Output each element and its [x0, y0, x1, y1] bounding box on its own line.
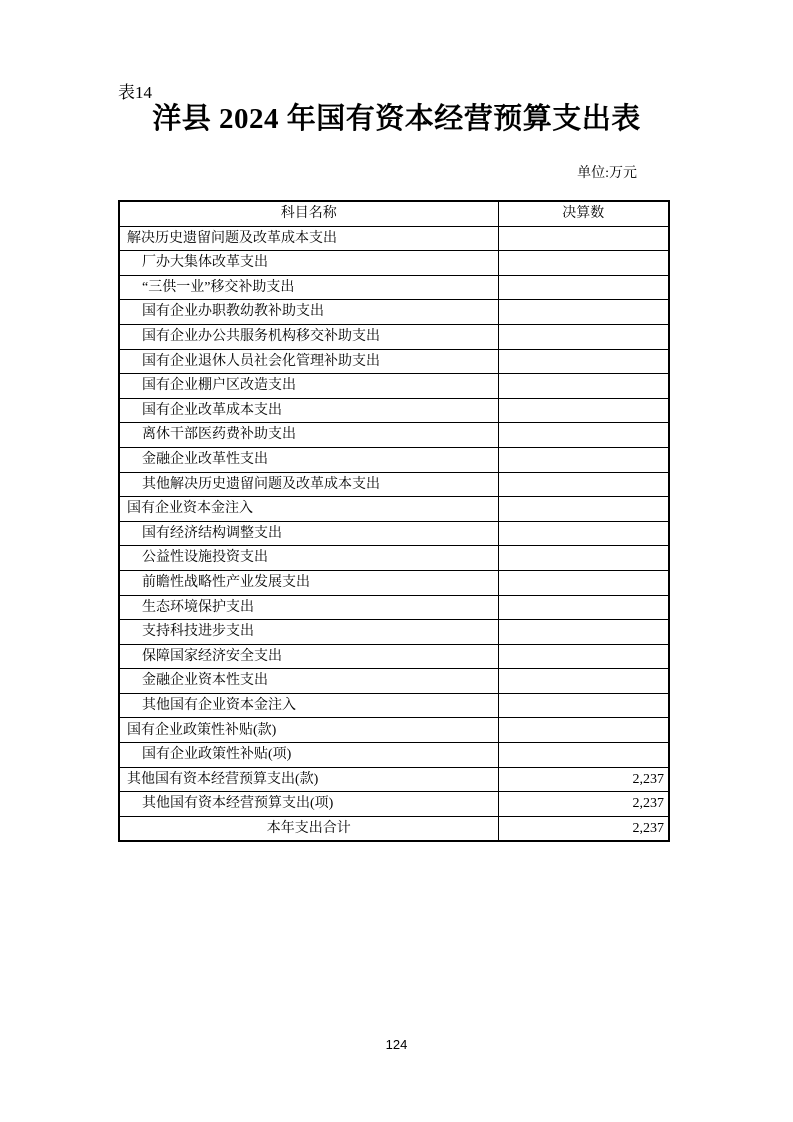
table-row	[119, 743, 669, 768]
row-subject-name: 本年支出合计	[119, 816, 498, 841]
table-row	[119, 226, 669, 251]
table-row	[119, 497, 669, 522]
row-final-amount	[498, 743, 669, 768]
table-row	[119, 300, 669, 325]
table-row	[119, 521, 669, 546]
row-final-amount	[498, 251, 669, 276]
table-row	[119, 718, 669, 743]
row-final-amount	[498, 693, 669, 718]
table-row	[119, 374, 669, 399]
row-subject-name: 解决历史遗留问题及改革成本支出	[119, 226, 498, 251]
row-final-amount	[498, 275, 669, 300]
row-final-amount	[498, 472, 669, 497]
row-final-amount	[498, 447, 669, 472]
row-final-amount: 2,237	[498, 767, 669, 792]
row-final-amount	[498, 497, 669, 522]
table-row	[119, 398, 669, 423]
table-row	[119, 570, 669, 595]
row-subject-name: 公益性设施投资支出	[119, 546, 498, 571]
table-row	[119, 693, 669, 718]
row-subject-name: 其他国有企业资本金注入	[119, 693, 498, 718]
table-row	[119, 644, 669, 669]
row-subject-name: 金融企业资本性支出	[119, 669, 498, 694]
table-body	[119, 226, 669, 841]
row-final-amount	[498, 349, 669, 374]
page-title: 洋县 2024 年国有资本经营预算支出表	[152, 103, 641, 135]
row-subject-name: 国有企业政策性补贴(项)	[119, 743, 498, 768]
row-subject-name: 保障国家经济安全支出	[119, 644, 498, 669]
row-final-amount	[498, 620, 669, 645]
row-subject-name: 生态环境保护支出	[119, 595, 498, 620]
row-subject-name: 其他解决历史遗留问题及改革成本支出	[119, 472, 498, 497]
row-final-amount	[498, 374, 669, 399]
row-subject-name: 国有经济结构调整支出	[119, 521, 498, 546]
row-final-amount	[498, 226, 669, 251]
row-subject-name: 国有企业棚户区改造支出	[119, 374, 498, 399]
row-subject-name: 其他国有资本经营预算支出(项)	[119, 792, 498, 817]
table-row	[119, 447, 669, 472]
row-subject-name: 国有企业办公共服务机构移交补助支出	[119, 324, 498, 349]
row-subject-name: 国有企业退休人员社会化管理补助支出	[119, 349, 498, 374]
table-row	[119, 620, 669, 645]
row-subject-name: 其他国有资本经营预算支出(款)	[119, 767, 498, 792]
row-final-amount	[498, 423, 669, 448]
row-subject-name: 国有企业资本金注入	[119, 497, 498, 522]
row-final-amount	[498, 300, 669, 325]
row-subject-name: 支持科技进步支出	[119, 620, 498, 645]
page-number: 124	[385, 1037, 408, 1052]
row-final-amount	[498, 595, 669, 620]
row-subject-name: 国有企业政策性补贴(款)	[119, 718, 498, 743]
table-row	[119, 349, 669, 374]
row-final-amount	[498, 669, 669, 694]
table-row	[119, 423, 669, 448]
column-header-subject: 科目名称	[119, 201, 498, 226]
row-final-amount	[498, 521, 669, 546]
table-row	[119, 792, 669, 817]
row-final-amount	[498, 546, 669, 571]
table-row	[119, 595, 669, 620]
row-subject-name: 金融企业改革性支出	[119, 447, 498, 472]
row-subject-name: 国有企业办职教幼教补助支出	[119, 300, 498, 325]
row-subject-name: 国有企业改革成本支出	[119, 398, 498, 423]
table-row	[119, 275, 669, 300]
table-row	[119, 251, 669, 276]
row-subject-name: “三供一业”移交补助支出	[119, 275, 498, 300]
table-row	[119, 669, 669, 694]
column-header-amount: 决算数	[498, 201, 669, 226]
row-final-amount	[498, 324, 669, 349]
row-subject-name: 前瞻性战略性产业发展支出	[119, 570, 498, 595]
row-subject-name: 厂办大集体改革支出	[119, 251, 498, 276]
row-final-amount	[498, 570, 669, 595]
table-row	[119, 767, 669, 792]
row-final-amount	[498, 644, 669, 669]
table-row	[119, 472, 669, 497]
table-header-row	[119, 201, 669, 226]
table-row	[119, 546, 669, 571]
row-final-amount: 2,237	[498, 792, 669, 817]
unit-note: 单位:万元	[577, 166, 637, 181]
table-row	[119, 324, 669, 349]
budget-expenditure-table	[118, 200, 670, 842]
row-subject-name: 离休干部医药费补助支出	[119, 423, 498, 448]
row-final-amount	[498, 398, 669, 423]
row-final-amount	[498, 718, 669, 743]
table-row	[119, 816, 669, 841]
table-number-label: 表14	[118, 83, 152, 102]
row-final-amount: 2,237	[498, 816, 669, 841]
